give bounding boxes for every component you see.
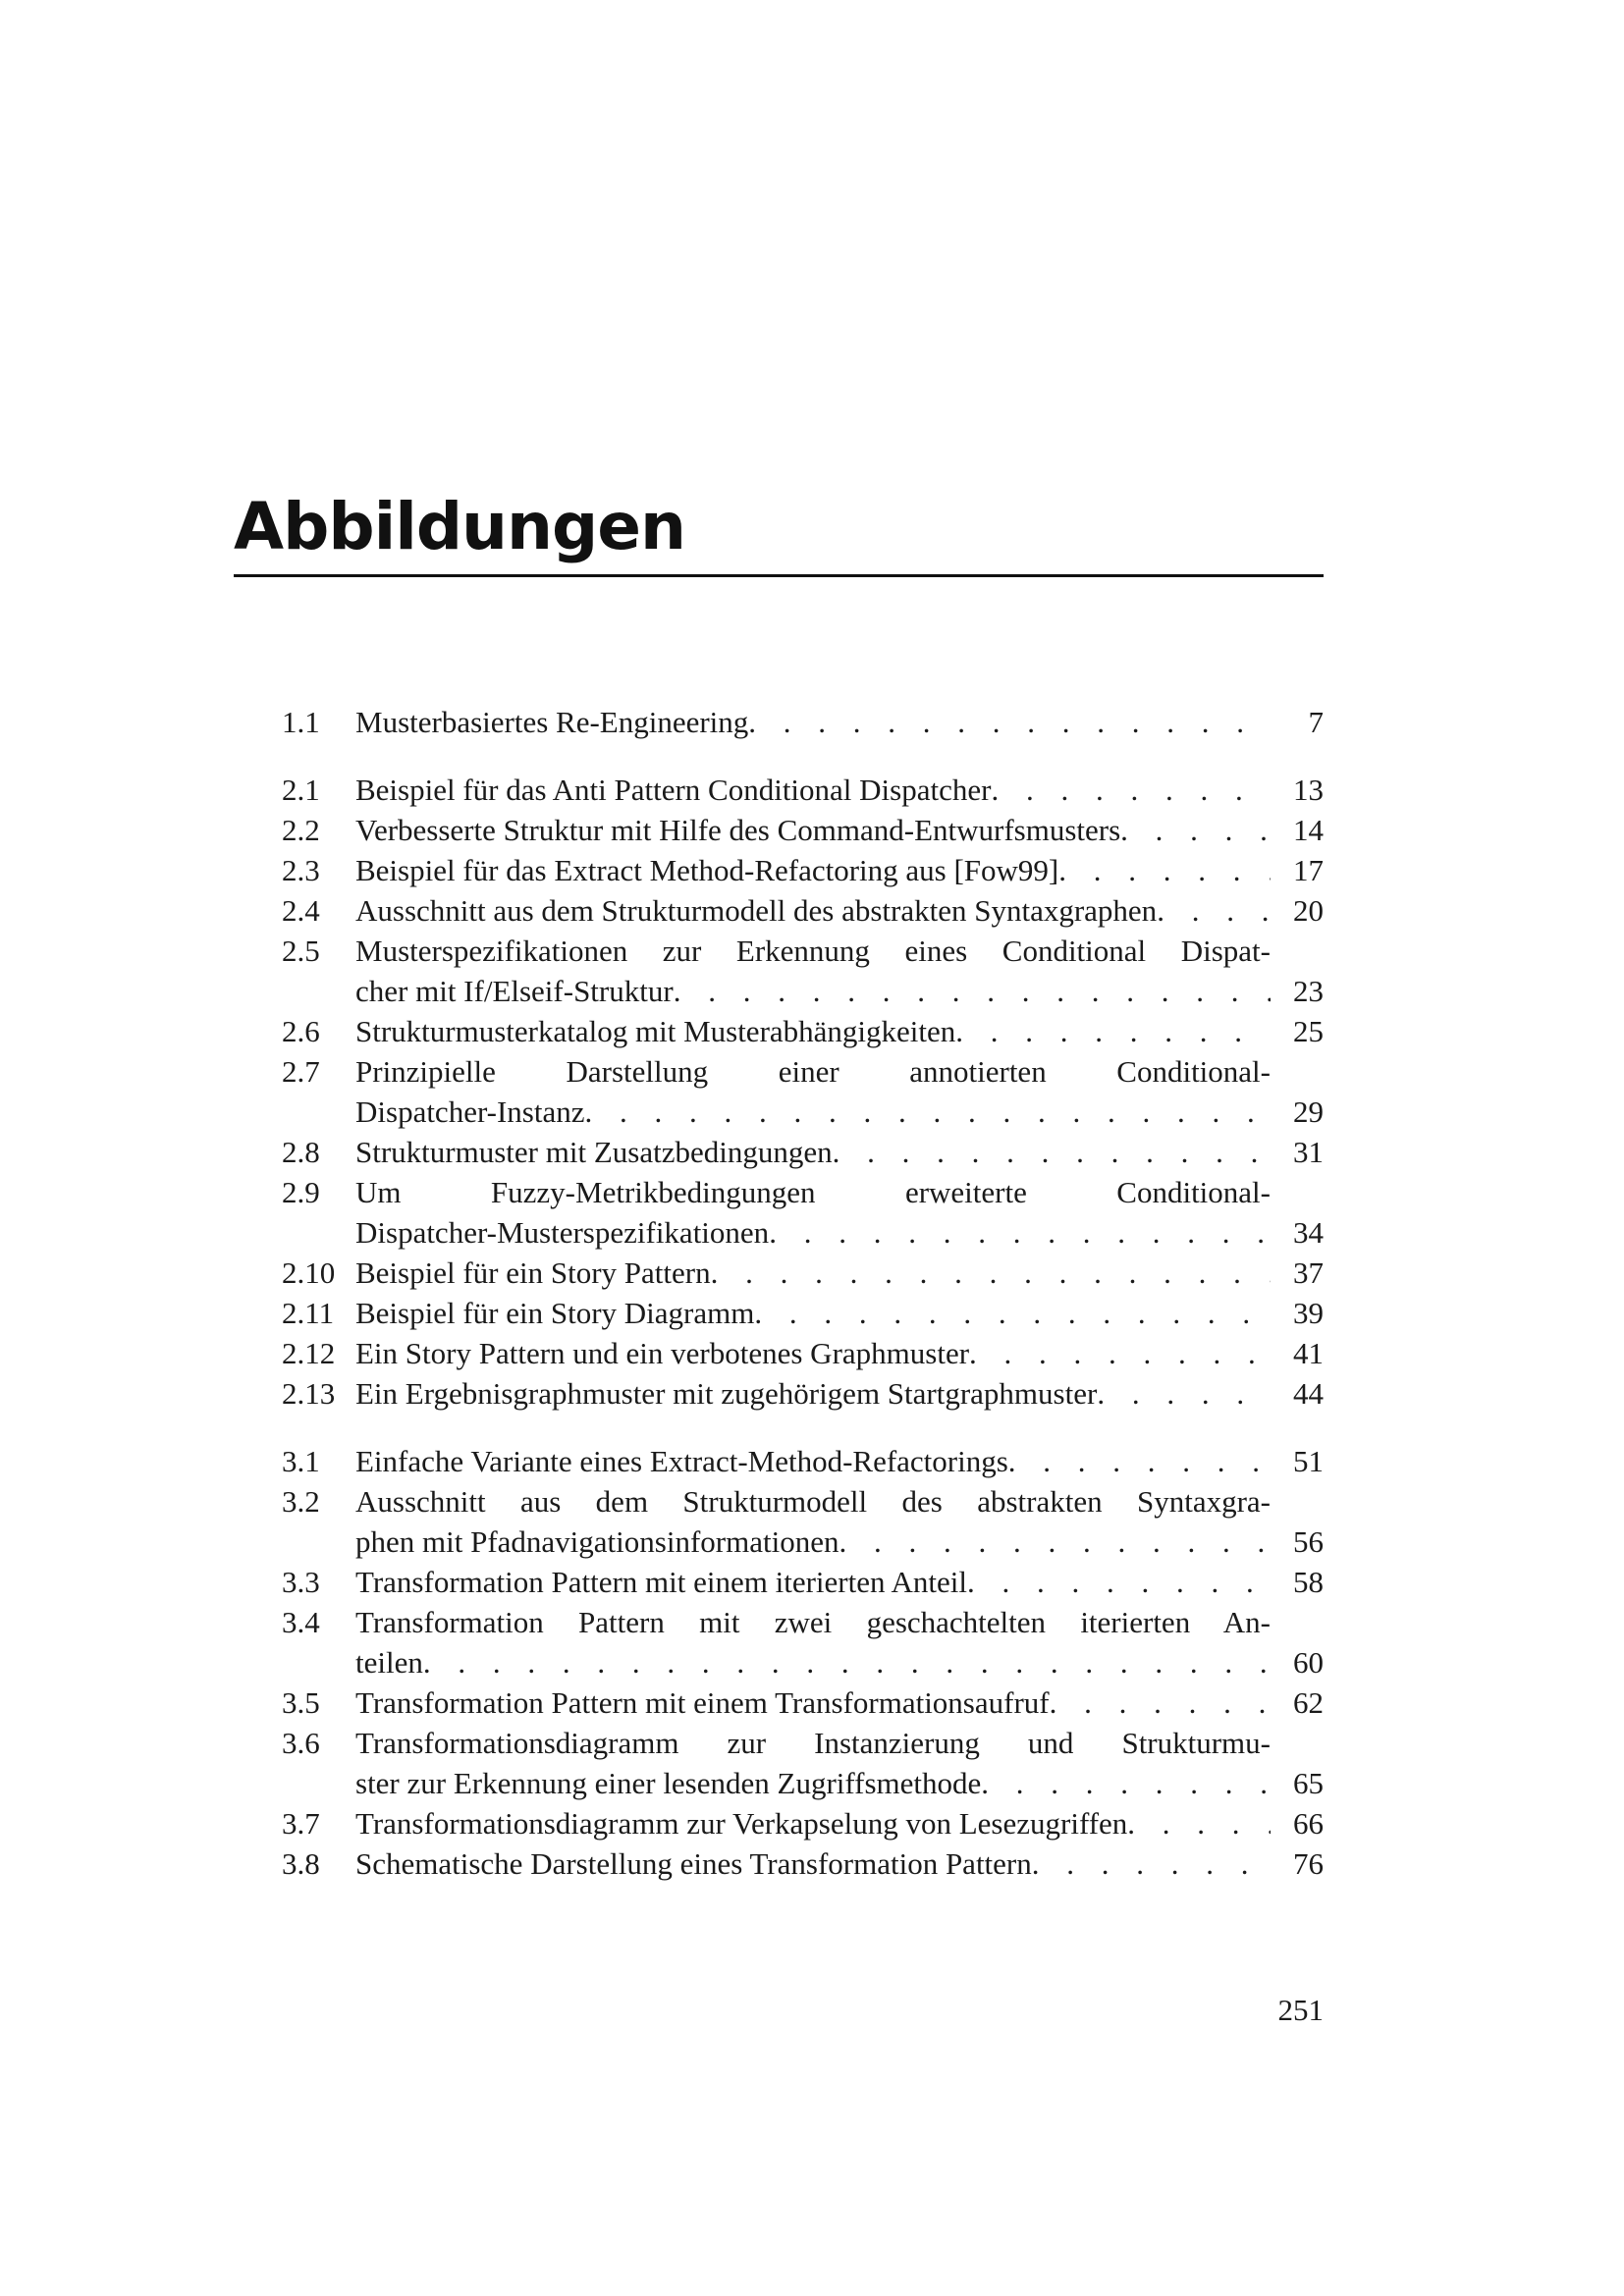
entry-caption-line: Musterspezifikationen zur Erkennung eines Conditional Dispat-: [355, 934, 1271, 968]
dot-leader: [955, 1011, 1271, 1051]
entry-number: 3.4: [282, 1605, 320, 1639]
lof-entry: [282, 1803, 1324, 1843]
dot-leader: [1008, 1441, 1271, 1481]
entry-page: 25: [1293, 1014, 1324, 1048]
entry-page: 60: [1293, 1645, 1324, 1680]
entry-page: 14: [1293, 813, 1324, 847]
entry-body: [355, 1562, 1271, 1602]
entry-caption-line: Prinzipielle Darstellung einer annotierten Conditional-: [355, 1054, 1271, 1089]
entry-caption: Strukturmusterkatalog mit Musterabhängigkeiten: [355, 1014, 956, 1048]
entry-caption: Dispatcher-Musterspezifikationen: [355, 1215, 770, 1250]
dot-leader: [1058, 850, 1271, 890]
lof-entry: [282, 850, 1324, 890]
entry-number: 2.13: [282, 1376, 336, 1411]
entry-body: [355, 770, 1271, 810]
entry-caption: Transformation Pattern mit einem iterierten Anteil: [355, 1565, 968, 1599]
entry-number: 3.8: [282, 1846, 320, 1881]
entry-caption: Einfache Variante eines Extract-Method-Refactorings: [355, 1444, 1008, 1478]
entry-body: [355, 1843, 1271, 1884]
entry-page: 34: [1293, 1215, 1324, 1250]
entry-caption-line: Ausschnitt aus dem Strukturmodell des abstrakten Syntaxgra-: [355, 1484, 1271, 1519]
lof-entry: [282, 1562, 1324, 1602]
entry-caption: cher mit If/Elseif-Struktur: [355, 974, 674, 1008]
entry-caption: Beispiel für ein Story Diagramm: [355, 1296, 755, 1330]
entry-caption: Strukturmuster mit Zusatzbedingungen: [355, 1135, 833, 1169]
entry-page: 62: [1293, 1685, 1324, 1720]
entry-number: 2.12: [282, 1336, 336, 1370]
lof-entry: [282, 1373, 1324, 1414]
lof-entry: [282, 702, 1324, 742]
lof-entry: [282, 1843, 1324, 1884]
entry-page: 44: [1293, 1376, 1324, 1411]
entry-body: [355, 1441, 1271, 1481]
entry-page: 29: [1293, 1095, 1324, 1129]
lof-entry: [282, 1682, 1324, 1723]
dot-leader: [674, 971, 1271, 1011]
entry-number: 2.3: [282, 853, 320, 887]
lof-entry: [282, 1333, 1324, 1373]
lof-entry: [282, 1723, 1324, 1803]
entry-caption: Musterbasiertes Re-Engineering: [355, 705, 749, 739]
lof-entry: [282, 1441, 1324, 1481]
entry-number: 3.6: [282, 1726, 320, 1760]
entry-page: 23: [1293, 974, 1324, 1008]
entry-page: 65: [1293, 1766, 1324, 1800]
dot-leader: [1032, 1843, 1271, 1884]
entry-body: [355, 1602, 1271, 1682]
entry-body: [355, 890, 1271, 931]
entry-caption-line: Um Fuzzy-Metrikbedingungen erweiterte Conditional-: [355, 1175, 1271, 1209]
entry-caption: Verbesserte Struktur mit Hilfe des Command-Entwurfsmusters: [355, 813, 1121, 847]
entry-number: 2.1: [282, 773, 320, 807]
entry-body: [355, 1803, 1271, 1843]
entry-caption: Ein Ergebnisgraphmuster mit zugehörigem Startgraphmuster: [355, 1376, 1098, 1411]
entry-number: 2.11: [282, 1296, 335, 1330]
dot-leader: [1050, 1682, 1271, 1723]
dot-leader: [585, 1092, 1272, 1132]
entry-number: 1.1: [282, 705, 320, 739]
entry-page: 13: [1293, 773, 1324, 807]
dot-leader: [1097, 1373, 1271, 1414]
entry-caption-line: Transformation Pattern mit zwei geschachtelten iterierten An-: [355, 1605, 1271, 1639]
entry-number: 2.8: [282, 1135, 320, 1169]
entry-caption: Beispiel für das Anti Pattern Conditional Dispatcher: [355, 773, 992, 807]
entry-number: 2.2: [282, 813, 320, 847]
entry-page: 39: [1293, 1296, 1324, 1330]
entry-caption: Beispiel für ein Story Pattern: [355, 1255, 711, 1290]
lof-entry: [282, 931, 1324, 1011]
entry-page: 20: [1293, 893, 1324, 928]
entry-page: 58: [1293, 1565, 1324, 1599]
entry-number: 3.7: [282, 1806, 320, 1841]
entry-number: 2.10: [282, 1255, 336, 1290]
entry-page: 37: [1293, 1255, 1324, 1290]
lof-entry: [282, 770, 1324, 810]
entry-body: [355, 702, 1271, 742]
entry-caption: Ein Story Pattern und ein verbotenes Graphmuster: [355, 1336, 970, 1370]
entry-number: 3.5: [282, 1685, 320, 1720]
entry-number: 3.2: [282, 1484, 320, 1519]
dot-leader: [748, 702, 1271, 742]
entry-number: 2.7: [282, 1054, 320, 1089]
entry-body: [355, 1333, 1271, 1373]
lof-entry: [282, 1172, 1324, 1253]
dot-leader: [423, 1642, 1271, 1682]
entry-caption: Transformationsdiagramm zur Verkapselung von Lesezugriffen: [355, 1806, 1128, 1841]
dot-leader: [1120, 810, 1271, 850]
entry-caption: Transformation Pattern mit einem Transformationsaufruf: [355, 1685, 1050, 1720]
entry-number: 2.5: [282, 934, 320, 968]
dot-leader: [711, 1253, 1271, 1293]
entry-page: 17: [1293, 853, 1324, 887]
entry-caption-line: Transformationsdiagramm zur Instanzierung und Strukturmu-: [355, 1726, 1271, 1760]
entry-number: 3.1: [282, 1444, 320, 1478]
entry-page: 31: [1293, 1135, 1324, 1169]
dot-leader: [991, 770, 1271, 810]
entry-body: [355, 1011, 1271, 1051]
entry-body: [355, 1051, 1271, 1132]
entry-body: [355, 1682, 1271, 1723]
entry-page: 7: [1308, 705, 1324, 739]
entry-body: [355, 931, 1271, 1011]
entry-caption: teilen: [355, 1645, 423, 1680]
entry-body: [355, 1373, 1271, 1414]
entry-body: [355, 1253, 1271, 1293]
entry-caption: Schematische Darstellung eines Transformation Pattern: [355, 1846, 1032, 1881]
dot-leader: [833, 1132, 1271, 1172]
lof-entry: [282, 1132, 1324, 1172]
page-number: 251: [1277, 1993, 1324, 2027]
entry-body: [355, 1132, 1271, 1172]
dot-leader: [839, 1522, 1271, 1562]
entry-page: 56: [1293, 1524, 1324, 1559]
entry-page: 76: [1293, 1846, 1324, 1881]
dot-leader: [1157, 890, 1271, 931]
lof-entry: [282, 1253, 1324, 1293]
entry-body: [355, 1481, 1271, 1562]
entry-body: [355, 1723, 1271, 1803]
entry-body: [355, 1293, 1271, 1333]
entry-caption: ster zur Erkennung einer lesenden Zugriffsmethode: [355, 1766, 982, 1800]
entry-caption: phen mit Pfadnavigationsinformationen: [355, 1524, 839, 1559]
dot-leader: [981, 1763, 1271, 1803]
lof-entry: [282, 890, 1324, 931]
dot-leader: [967, 1562, 1271, 1602]
entry-page: 66: [1293, 1806, 1324, 1841]
page-title: Abbildungen: [234, 489, 686, 564]
entry-caption: Dispatcher-Instanz: [355, 1095, 585, 1129]
entry-body: [355, 810, 1271, 850]
entry-page: 41: [1293, 1336, 1324, 1370]
dot-leader: [754, 1293, 1271, 1333]
entry-number: 2.4: [282, 893, 320, 928]
dot-leader: [1127, 1803, 1271, 1843]
list-of-figures: [282, 702, 1324, 1884]
entry-body: [355, 850, 1271, 890]
entry-caption: Ausschnitt aus dem Strukturmodell des abstrakten Syntaxgraphen: [355, 893, 1158, 928]
entry-caption: Beispiel für das Extract Method-Refactoring aus [Fow99]: [355, 853, 1059, 887]
entry-number: 2.9: [282, 1175, 320, 1209]
entry-page: 51: [1293, 1444, 1324, 1478]
title-rule: [234, 574, 1324, 577]
dot-leader: [769, 1212, 1271, 1253]
entry-number: 2.6: [282, 1014, 320, 1048]
lof-entry: [282, 1293, 1324, 1333]
entry-body: [355, 1172, 1271, 1253]
lof-entry: [282, 1051, 1324, 1132]
lof-entry: [282, 810, 1324, 850]
dot-leader: [969, 1333, 1271, 1373]
entry-number: 3.3: [282, 1565, 320, 1599]
lof-entry: [282, 1602, 1324, 1682]
lof-entry: [282, 1011, 1324, 1051]
lof-entry: [282, 1481, 1324, 1562]
